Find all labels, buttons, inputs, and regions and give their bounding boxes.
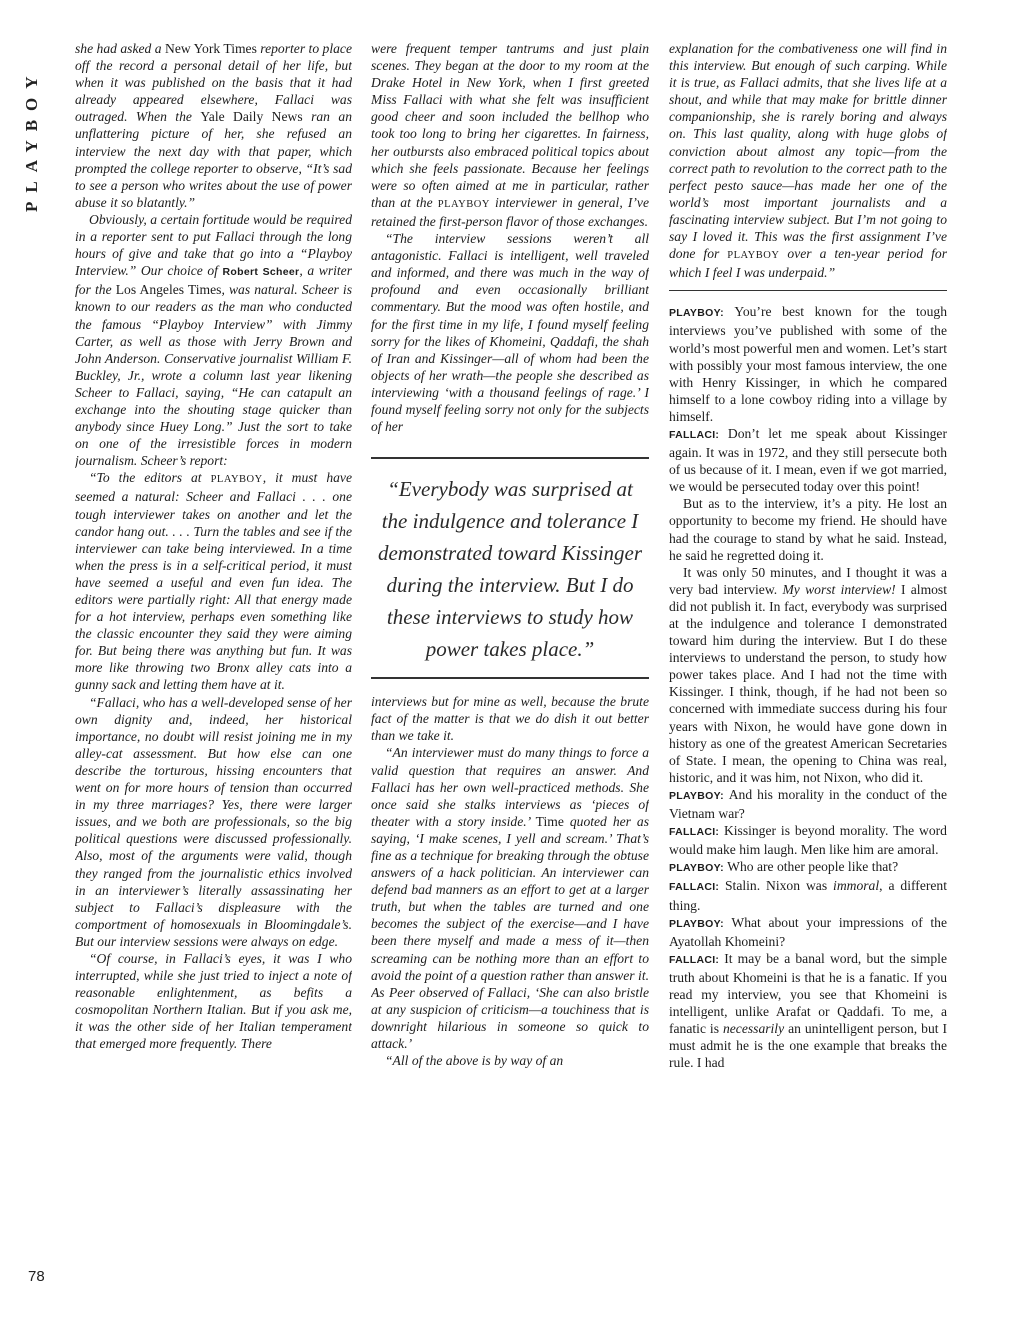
text-run: It may be a banal word, but the simple truth about Khomeini is that he is a fanatic. If you read my interview, you see that Khomeini is intelligent, unlike Arafat or Qaddafi. To me, a fanatic is [669, 950, 947, 1037]
paragraph [75, 469, 352, 693]
text-run: New York Times [165, 41, 257, 56]
text-run: were frequent temper tantrums and just plain scenes. They began at the door to my room at the Drake Hotel in New York, when I first greeted Miss Fallaci with what she felt was insufficient good cheer and soon included the bellhop who took too long to bring her cigarettes. In fairness, her outbursts also embraced political topics about which she feels passionate. Because her feelings were so often aimed at me in particular, rather than at the [371, 41, 649, 210]
text-run: Who are other people like that? [727, 859, 899, 875]
text-run: But as to the interview, it’s a pity. He lost an opportunity to become my friend. He should have had the courage to stand by what he said. Instead, he said he regretted doing it. [669, 496, 947, 563]
paragraph [75, 40, 352, 211]
interview-question [669, 858, 947, 877]
interview-answer-continued [669, 564, 947, 786]
text-run: Obviously, a certain fortitude would be required in a reporter sent to put Fallaci through the long hours of give and take that go into a “Playboy Interview.” Our choice of [75, 211, 352, 279]
interview-answer [669, 877, 947, 913]
speaker-label: FALLACI: [669, 953, 725, 966]
section-divider [669, 290, 947, 291]
text-run: PLAYBOY [727, 250, 780, 262]
interview-answer [669, 950, 947, 1072]
text-run: You’re best known for the tough interviews you’ve published with some of the world’s most powerful men and women. Let’s start with possibly your most famous interview, the one with Henry Kissinger, in which he compared himself to a lone cowboy riding into a village by himself. [669, 304, 947, 424]
text-run: It was only 50 minutes, and I thought it was a very bad interview. [669, 564, 947, 597]
text-run: Don’t let me speak about Kissinger again. It was in 1972, and they still persecute both of us because of it. I mean, even if we got married, we would be persecuted today over this point! [669, 425, 947, 495]
pull-quote: “Everybody was surprised at the indulgence and tolerance I demonstrated toward Kissinger during the interview. But I do these interviews to study how power takes place.” [377, 477, 643, 662]
masthead: PLAYBOY [22, 67, 41, 213]
text-run: , a writer for the [75, 263, 352, 298]
speaker-label: FALLACI: [669, 826, 724, 839]
paragraph [75, 211, 352, 469]
text-run: reporter to place off the record a personal detail of her life, but when it was published on the basis that it had already appeared elsewhere, Fallaci was outraged. When the [75, 41, 352, 125]
text-run: ran an unflattering picture of her, she refused an interview the next day with that paper, which prompted the college reporter to observe, “It’s sad to see a person who writes about the use of power abuse it so blatantly.” [75, 109, 352, 210]
column-2 [371, 40, 649, 1290]
text-run: PLAYBOY [210, 474, 263, 486]
text-run: I almost did not publish it. In fact, everybody was surprised at the indulgence and tolerance I demonstrated toward him during the interview. But I do these interviews to understand the person, to study how power takes place. And I had not the time with Kissinger. I think, though, if he had not been so concerned with immediate success during his four years with Nixon, he would have gone down in history as one of the greatest American Secretaries of State. I mean, the opening to China was real, historic, and it was him, not Nixon, who did it. [669, 581, 947, 785]
text-run: interviewer in general, I’ve retained the first-person flavor of those exchanges. [371, 194, 649, 229]
text-run: quoted her as saying, ‘I make scenes, I yell and scream.’ That’s fine as a technique for breaking through the obtuse answers of a hack politician. An interviewer can defend bad manners as an effort to get at a larger truth, but when the tables are turned and one becomes the subject of the exercise—and I have been there myself and made a mess of it—then screaming can be nothing more than an effort to avoid the point of a question rather than answer it. As Peer observed of Fallaci, ‘She can also bristle at any suspicion of criticism—a touchiness that is downright hilarious in someone so quick to attack.’ [371, 813, 649, 1052]
paragraph [371, 744, 649, 1052]
column-1 [75, 40, 352, 1290]
speaker-label: PLAYBOY: [669, 307, 735, 320]
text-run: “The interview sessions weren’t all antagonistic. Fallaci is intelligent, well traveled and informed, and there was much in the way of profound and even occasionally brilliant commentary. But the mood was often hostile, and for the first time in my life, I found myself feeling sorry for the likes of Khomeini, Qaddafi, the shah of Iran and Kissinger—all of whom had been the objects of her wrath—the people she described as interviewing ‘with a thousand feelings of rage.’ I found myself feeling sorry not only for the subjects of her [371, 231, 649, 435]
paragraph [75, 694, 352, 950]
page-number: 78 [28, 1268, 45, 1285]
paragraph [75, 950, 352, 1053]
speaker-label: PLAYBOY: [669, 917, 732, 930]
paragraph [669, 40, 947, 281]
paragraph [371, 693, 649, 744]
speaker-label: FALLACI: [669, 428, 728, 441]
text-run: she had asked a [75, 41, 165, 56]
interview-answer [669, 822, 947, 858]
text-run: interviews but for mine as well, because the brute fact of the matter is that we do dish it out better than we take it. [371, 694, 649, 744]
text-run: Los Angeles Times [115, 282, 222, 298]
interview-question [669, 786, 947, 822]
text-run: PLAYBOY [437, 198, 490, 210]
text-run: Kissinger is beyond morality. The word would make him laugh. Men like him are amoral. [669, 823, 947, 858]
column-3 [669, 40, 947, 1290]
paragraph [371, 40, 649, 230]
speaker-label: Robert Scheer [222, 266, 300, 279]
text-run: “Fallaci, who has a well-developed sense of her own dignity and, indeed, her historical importance, no doubt will resist joining me in my alley-cat assessment. But how else can one describe the torturous, hissing encounters that went on for more hours of tension than occurred in my three marriages? Yes, there were larger issues, and we both are professionals, so the big political questions were discussed professionally. Also, most of the arguments were valid, though they ranged from the journalistic ethics involved in an interviewer’s literally assassinating her subject to Fallaci’s displeasure with the comportment of homosexuals in Bloomingdale’s. But our interview sessions were always on edge. [75, 694, 352, 949]
text-run: , was natural. Scheer is known to our readers as the man who conducted the famous “Playboy Interview” with Jimmy Carter, as well as those with Jerry Brown and John Anderson. Conservative journalist William F. Buckley, Jr., wrote a column last year likening Scheer to Fallaci, saying, “He can catapult an exchange into the shouting stage quicker than anybody since Huey Long.” Just the sort to take on one of the irresistible forces in modern journalism. Scheer’s report: [75, 282, 352, 469]
text-run: , a different thing. [669, 878, 947, 913]
paragraph [371, 230, 649, 435]
text-run: “All of the above is by way of an [385, 1053, 564, 1069]
pullquote-top-rule [371, 457, 649, 459]
text-run: And his morality in the conduct of the Vietnam war? [669, 786, 947, 822]
text-run: over a ten-year period for which I feel I was underpaid.” [669, 246, 947, 281]
text-run: explanation for the combativeness one will find in this interview. But enough of such carping. While it is true, as Fallaci admits, that she lives life at a shout, and while that may make for brittle dinner companionship, she is rarely boring and always on. This last quality, along with huge globs of conviction about almost any topic—from the correct path to revolution to the correct path to the perfect pesto sauce—has made her one of the world’s most important journalists and a fascinating interview subject. But I’m not going to say I loved it. This was the first assignment I’ve done for [669, 41, 947, 262]
text-run: Time [535, 813, 564, 829]
interview-answer [669, 425, 947, 495]
speaker-label: PLAYBOY: [669, 862, 728, 875]
text-run: Yale Daily News [200, 109, 303, 125]
text-run: My worst interview! [782, 581, 896, 597]
text-run: , it must have seemed a natural: Scheer and Fallaci . . . one tough interviewer takes on another and let the candor hang out. . . . Turn the tables and see if the interviewer can take being interviewed. In a time when the press is in a self-critical period, it must have seemed a useful and even fun idea. The editors were partially right: All that energy made for a hot interview, perhaps even something like the classic encounter they said they were aiming for. But being there was anything but fun. It was more like throwing two Bronx alley cats into a gunny sack and letting them have at it. [75, 470, 352, 693]
text-run: “Of course, in Fallaci’s eyes, it was I who interrupted, while she just tried to inject a note of reasonable enlightenment, as befits a cosmopolitan Northern Italian. But if you ask me, it was the other side of her Italian temperament that emerged more frequently. There [75, 950, 352, 1052]
text-run: an unintelligent person, but I must admit he is the one example that breaks the rule. I had [669, 1021, 947, 1071]
text-run: “To the editors at [89, 470, 211, 486]
pullquote-bottom-rule [371, 677, 649, 679]
text-run: “An interviewer must do many things to force a valid question that requires an answer. And Fallaci has her own well-practiced methods. She once said she stalks interviews as ‘pieces of theater with a story inside.’ [371, 745, 649, 829]
text-run: Stalin. Nixon was [724, 878, 834, 894]
interview-question [669, 914, 947, 950]
paragraph [371, 1052, 649, 1069]
text-run: What about your impressions of the Ayatollah Khomeini? [669, 914, 947, 949]
interview-answer-continued [669, 495, 947, 563]
text-run: necessarily [722, 1021, 785, 1037]
text-run: immoral [833, 878, 880, 894]
speaker-label: PLAYBOY: [669, 789, 729, 802]
speaker-label: FALLACI: [669, 881, 725, 894]
interview-question [669, 303, 947, 425]
